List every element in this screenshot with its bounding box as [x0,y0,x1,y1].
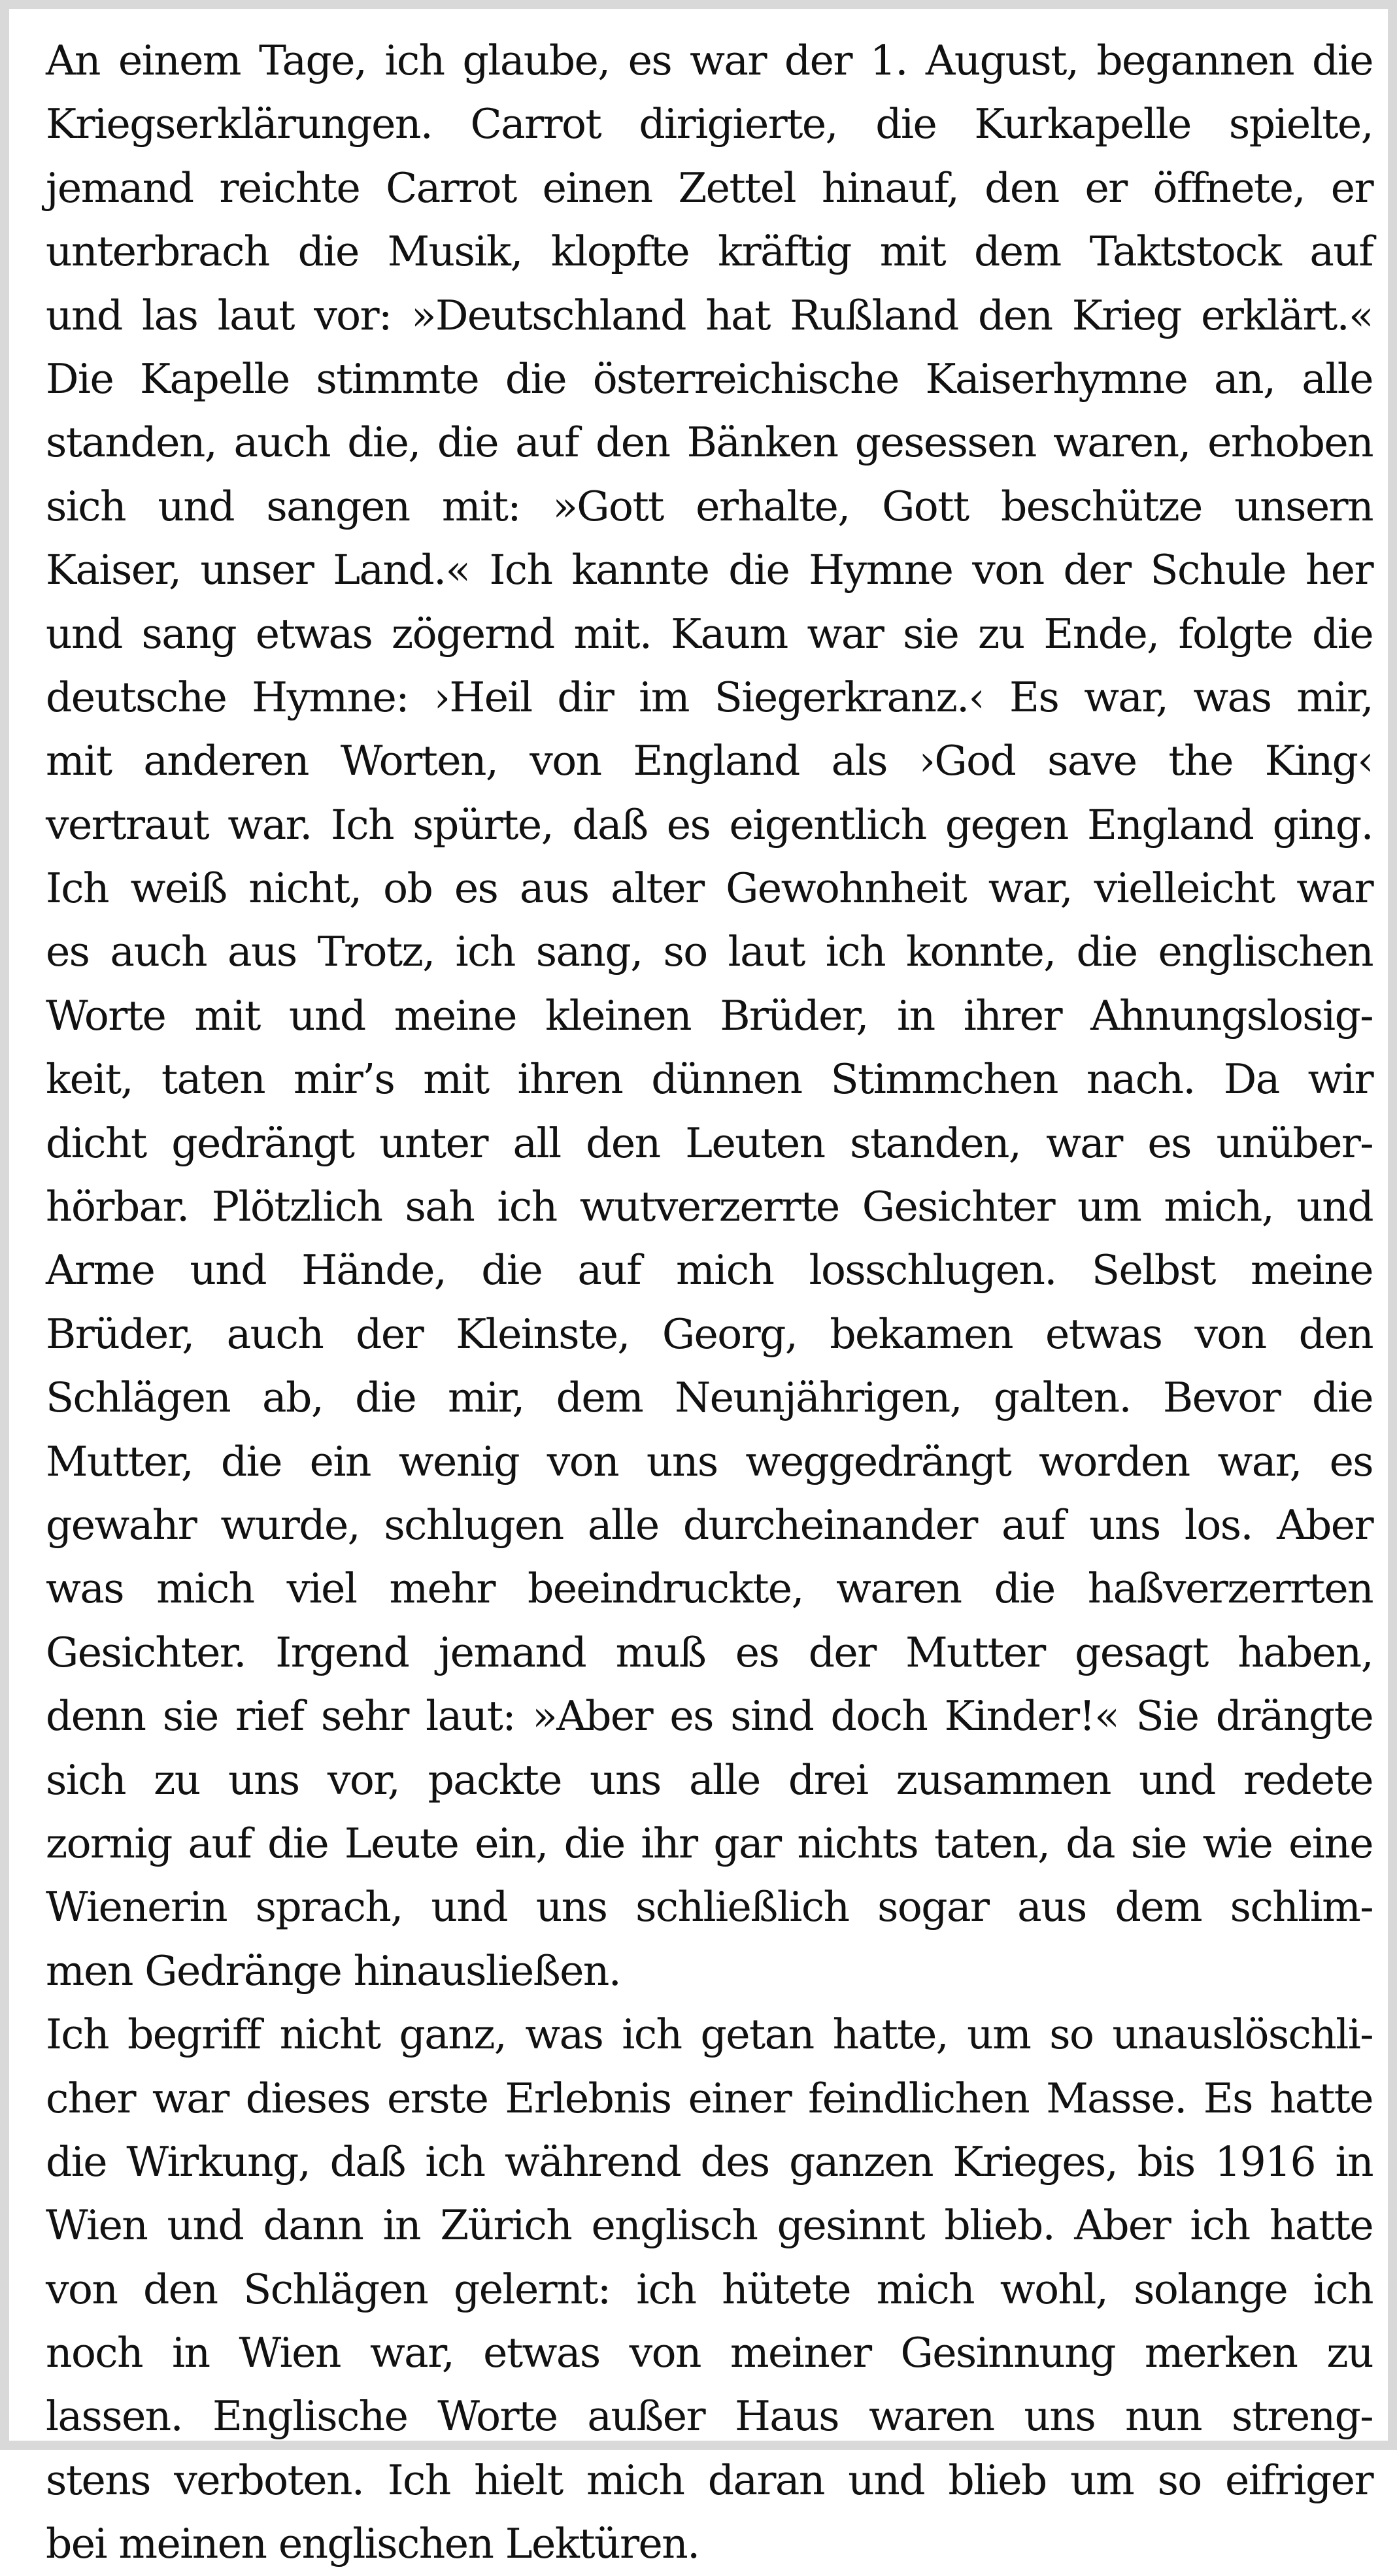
text-line: und sang etwas zögernd mit. Kaum war sie zu Ende, folgte die [46,609,1373,658]
text-line: Worte mit und meine kleinen Brüder, in ihrer Ahnungslosig- [46,991,1373,1040]
text-line: bei meinen englischen Lektüren. [46,2520,699,2568]
text-line: von den Schlägen gelernt: ich hütete mich wohl, solange ich [46,2265,1373,2313]
text-line: unterbrach die Musik, klopfte kräftig mit dem Taktstock auf [46,228,1373,276]
paragraph-1 [46,29,1373,2003]
text-line: men Gedränge hinausließen. [46,1946,621,1995]
text-line: Mutter, die ein wenig von uns weggedrängt worden war, es [46,1437,1373,1485]
text-line: hörbar. Plötzlich sah ich wutverzerrte Gesichter um mich, und [46,1183,1373,1231]
text-line: stens verboten. Ich hielt mich daran und blieb um so eifriger [46,2456,1373,2504]
paragraph-2 [46,2003,1373,2576]
text-line: lassen. Englische Worte außer Haus waren uns nun streng- [46,2392,1373,2441]
text-line: Schlägen ab, die mir, dem Neunjährigen, galten. Bevor die [46,1374,1373,1422]
text-line: Ich weiß nicht, ob es aus alter Gewohnheit war, vielleicht war [46,864,1373,913]
text-line: Kriegserklärungen. Carrot dirigierte, die Kurkapelle spielte, [46,100,1373,148]
text-line: und las laut vor: »Deutschland hat Rußland den Krieg erklärt.« [46,291,1373,339]
text-line: sich und sangen mit: »Gott erhalte, Gott beschütze unsern [46,482,1373,530]
text-line: cher war dieses erste Erlebnis einer feindlichen Masse. Es hatte [46,2074,1373,2122]
book-page-text [46,29,1373,2576]
text-line: zornig auf die Leute ein, die ihr gar nichts taten, da sie wie eine [46,1819,1373,1867]
text-line: keit, taten mir’s mit ihren dünnen Stimmchen nach. Da wir [46,1055,1373,1104]
text-line: Arme und Hände, die auf mich losschlugen. Selbst meine [46,1246,1373,1295]
text-line: es auch aus Trotz, ich sang, so laut ich konnte, die englischen [46,928,1373,976]
text-line: noch in Wien war, etwas von meiner Gesinnung merken zu [46,2329,1373,2377]
text-line: vertraut war. Ich spürte, daß es eigentlich gegen England ging. [46,800,1373,849]
text-line: mit anderen Worten, von England als ›God save the King‹ [46,737,1373,785]
text-line: Brüder, auch der Kleinste, Georg, bekamen etwas von den [46,1310,1373,1358]
text-line: standen, auch die, die auf den Bänken gesessen waren, erhoben [46,418,1373,467]
text-line: was mich viel mehr beeindruckte, waren die haßverzerrten [46,1565,1373,1613]
text-line: jemand reichte Carrot einen Zettel hinauf, den er öffnete, er [46,163,1373,212]
text-line: Ich begriff nicht ganz, was ich getan hatte, um so unauslöschli- [46,2010,1373,2059]
text-line: die Wirkung, daß ich während des ganzen Krieges, bis 1916 in [46,2137,1373,2186]
text-line: denn sie rief sehr laut: »Aber es sind doch Kinder!« Sie drängte [46,1692,1373,1740]
text-line: Wienerin sprach, und uns schließlich sogar aus dem schlim- [46,1883,1373,1931]
text-line: Die Kapelle stimmte die österreichische Kaiserhymne an, alle [46,354,1373,403]
text-line: deutsche Hymne: ›Heil dir im Siegerkranz.‹ Es war, was mir, [46,673,1373,721]
text-line: gewahr wurde, schlugen alle durcheinander auf uns los. Aber [46,1500,1373,1549]
text-line: Kaiser, unser Land.« Ich kannte die Hymne von der Schule her [46,546,1373,594]
text-line: An einem Tage, ich glaube, es war der 1. August, begannen die [46,37,1373,84]
text-line: sich zu uns vor, packte uns alle drei zusammen und redete [46,1755,1373,1804]
text-line: dicht gedrängt unter all den Leuten standen, war es unüber- [46,1119,1373,1167]
text-line: Wien und dann in Zürich englisch gesinnt blieb. Aber ich hatte [46,2201,1373,2250]
text-line: Gesichter. Irgend jemand muß es der Mutter gesagt haben, [46,1628,1373,1676]
